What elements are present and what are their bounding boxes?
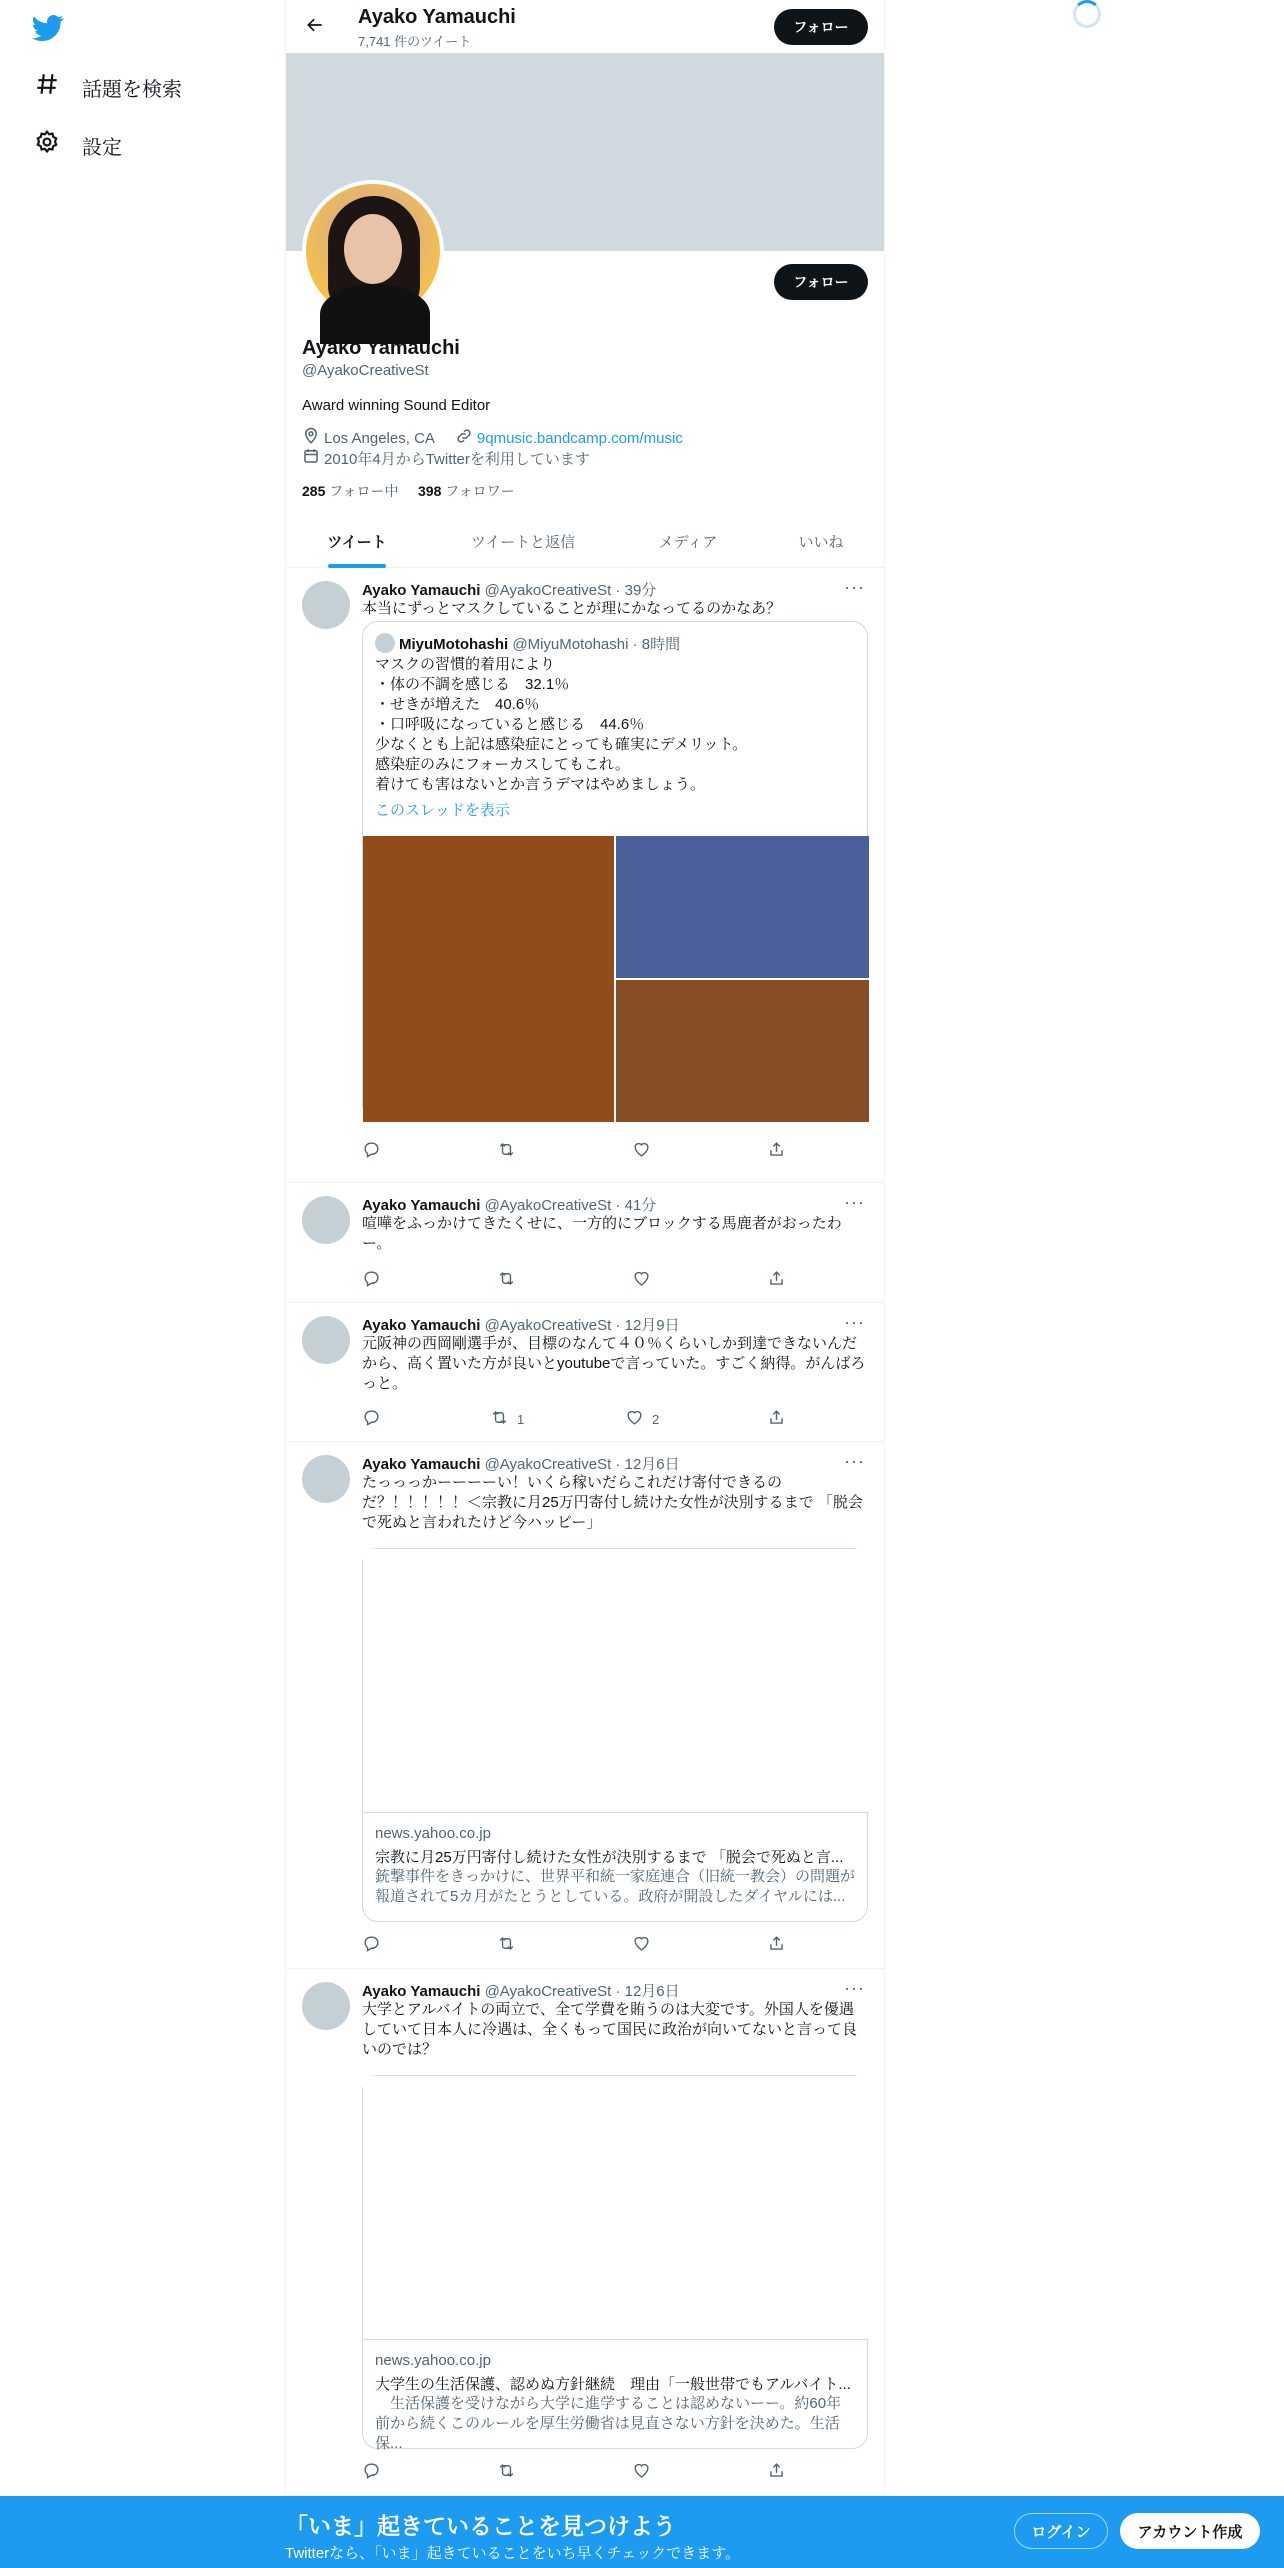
retweet-icon — [497, 2461, 516, 2483]
share-button[interactable] — [767, 1268, 786, 1292]
share-button[interactable] — [767, 2460, 786, 2484]
heart-icon — [632, 2461, 651, 2483]
share-icon — [767, 2461, 786, 2483]
share-button[interactable] — [767, 1407, 786, 1431]
retweet-count: 1 — [517, 1411, 525, 1427]
share-button[interactable] — [767, 1933, 786, 1957]
tab-likes[interactable]: いいね — [798, 534, 844, 551]
quote-image[interactable] — [616, 836, 869, 978]
nav-item-label: 設定 — [82, 136, 122, 159]
left-navigation — [0, 0, 286, 2568]
twitter-bird-icon[interactable] — [32, 12, 64, 44]
more-options-icon[interactable]: ··· — [844, 1312, 865, 1332]
tweet-text: 本当にずっとマスクしていることが理にかなってるのかなあ？ — [362, 600, 782, 617]
nav-item-label: 話題を検索 — [82, 78, 182, 101]
quote-header: MiyuMotohashi @MiyuMotohashi · 8時間 — [399, 636, 681, 653]
retweet-button[interactable] — [497, 1139, 524, 1163]
tweet-avatar[interactable] — [302, 1196, 350, 1244]
tab-media[interactable]: メディア — [658, 534, 718, 551]
nav-item-settings[interactable] — [34, 127, 122, 163]
tweet-actions — [362, 2460, 792, 2484]
tweet-header: Ayako Yamauchi @AyakoCreativeSt · 12月6日 — [362, 1456, 680, 1473]
profile-avatar[interactable] — [302, 180, 444, 322]
quote-tweet[interactable] — [362, 621, 868, 1121]
tweet-count: 7,741 件のツイート — [358, 34, 472, 49]
reply-button[interactable] — [362, 1407, 381, 1431]
loading-spinner-icon — [1073, 0, 1101, 28]
calendar-icon — [302, 447, 320, 469]
tweet[interactable] — [286, 1184, 884, 1303]
tweet-author-handle: @AyakoCreativeSt — [484, 1983, 612, 2000]
share-icon — [767, 1140, 786, 1162]
tweet-header: Ayako Yamauchi @AyakoCreativeSt · 41分 — [362, 1197, 657, 1214]
reply-button[interactable] — [362, 2460, 381, 2484]
profile-handle: @AyakoCreativeSt — [302, 362, 429, 379]
tweet-author-name[interactable]: Ayako Yamauchi — [362, 1317, 481, 1334]
tweet-text: 喧嘩をふっかけてきたくせに、一方的にブロックする馬鹿者がおったわー。 — [362, 1215, 842, 1252]
link-icon — [455, 427, 473, 449]
header-title: Ayako Yamauchi — [358, 6, 516, 28]
retweet-icon — [497, 1934, 516, 1956]
tweet-author-name[interactable]: Ayako Yamauchi — [362, 1197, 481, 1214]
tweet-avatar[interactable] — [302, 1455, 350, 1503]
reply-icon — [362, 1140, 381, 1162]
link-card-description: 銃撃事件をきっかけに、世界平和統一家庭連合（旧統一教会）の問題が報道されて5カ月がたとうとしている。政府が開設したダイヤルには... — [375, 1868, 856, 1905]
location-text: Los Angeles, CA — [324, 429, 435, 447]
tweet-text: 元阪神の西岡剛選手が、目標のなんて４０％くらいしか到達できないんだから、高く置いた方が良いとyoutubeで言っていた。すごく納得。がんばろっと。 — [362, 1335, 866, 1392]
retweet-button[interactable] — [497, 1268, 524, 1292]
profile-meta-location — [302, 427, 683, 449]
tweet-time[interactable]: 39分 — [624, 582, 657, 599]
more-options-icon[interactable]: ··· — [844, 1192, 865, 1212]
arrow-left-icon — [305, 15, 325, 40]
share-button[interactable] — [767, 1139, 786, 1163]
tweet-avatar[interactable] — [302, 581, 350, 629]
location-pin-icon — [302, 427, 320, 449]
link-card[interactable] — [362, 1548, 868, 1922]
signup-prompt-bar — [0, 2496, 1284, 2568]
profile-bio: Award winning Sound Editor — [302, 397, 491, 414]
like-button[interactable] — [632, 2460, 659, 2484]
tweet-header: Ayako Yamauchi @AyakoCreativeSt · 12月9日 — [362, 1317, 680, 1334]
share-icon — [767, 1408, 786, 1430]
link-card-domain: news.yahoo.co.jp — [375, 2352, 491, 2369]
create-account-button[interactable]: アカウント作成 — [1120, 2513, 1260, 2549]
tweet-actions — [362, 1268, 792, 1292]
tweet-author-handle: @AyakoCreativeSt — [484, 1317, 612, 1334]
more-options-icon[interactable]: ··· — [844, 577, 865, 597]
reply-button[interactable] — [362, 1933, 381, 1957]
retweet-icon — [497, 1140, 516, 1162]
like-button[interactable] — [632, 1933, 659, 1957]
profile-tabs — [286, 515, 884, 568]
tweet-text: 大学とアルバイトの両立で、全て学費を賄うのは大変です。外国人を優遇していて日本人に冷遇は、全くもって国民に政治が向いてないと言って良いのでは？ — [362, 2001, 858, 2058]
more-options-icon[interactable]: ··· — [844, 1451, 865, 1471]
profile-header-bar — [286, 0, 884, 53]
tweet-text: たっっっかーーーーい！いくら稼いだらこれだけ寄付できるのだ？！！！！！＜宗教に月25万円寄付し続けた女性が決別するまで 「脱会で死ぬと言われたけど今ハッピー」 — [362, 1474, 863, 1531]
heart-icon — [632, 1269, 651, 1291]
link-card-title: 宗教に月25万円寄付し続けた女性が決別するまで 「脱会で死ぬと言... — [375, 1849, 844, 1866]
retweet-button[interactable] — [497, 1933, 524, 1957]
reply-icon — [362, 1408, 381, 1430]
reply-button[interactable] — [362, 1268, 381, 1292]
profile-follow-button[interactable]: フォロー — [774, 264, 868, 300]
avatar-face — [344, 214, 402, 284]
tweet-actions — [362, 1139, 792, 1163]
like-button[interactable] — [632, 1268, 659, 1292]
retweet-button[interactable] — [490, 1407, 524, 1431]
tweet-author-name[interactable]: Ayako Yamauchi — [362, 1456, 481, 1473]
link-card-description: 生活保護を受けながら大学に進学することは認めないーー。約60年前から続くこのルールを厚生労働省は見直さない方針を決めた。生活保... — [375, 2395, 842, 2452]
tweet-time[interactable]: 12月6日 — [624, 1456, 680, 1473]
tweet-time[interactable]: 12月6日 — [624, 1983, 680, 2000]
tab-tweets[interactable]: ツイート — [327, 534, 387, 551]
tweet-avatar[interactable] — [302, 1982, 350, 2030]
signup-prompt-title: 「いま」起きていることを見つけよう — [285, 2513, 676, 2539]
link-card[interactable] — [362, 2075, 868, 2452]
tweet[interactable] — [286, 569, 884, 1183]
heart-icon — [632, 1140, 651, 1162]
tweet-time[interactable]: 41分 — [624, 1197, 657, 1214]
link-card-title: 大学生の生活保護、認めぬ方針継続 理由「一般世帯でもアルバイト... — [375, 2376, 851, 2393]
quote-text: マスクの習慣的着用により ・体の不調を感じる 32.1％ ・せきが増えた 40.6％ ・口呼吸になっていると感じる 44.6％ 少なくとも上記は感染症にとっても確実にデメリット。 感染症のみにフォーカスしてもこれ。 着けても害はないとか言うデマはやめましょう。 — [375, 656, 748, 793]
like-button[interactable] — [625, 1407, 659, 1431]
website-link[interactable]: 9qmusic.bandcamp.com/music — [476, 429, 683, 447]
more-options-icon[interactable]: ··· — [844, 1978, 865, 1998]
quote-time: 8時間 — [641, 636, 681, 653]
tweet-author-name[interactable]: Ayako Yamauchi — [362, 1983, 481, 2000]
tweet[interactable] — [286, 1443, 884, 1969]
tweet-author-handle: @AyakoCreativeSt — [484, 582, 612, 599]
link-card-domain: news.yahoo.co.jp — [375, 1825, 491, 1842]
tweet[interactable] — [286, 1304, 884, 1442]
reply-button[interactable] — [362, 1139, 381, 1163]
signup-prompt-subtitle: Twitterなら、「いま」起きていることをいち早くチェックできます。 — [285, 2545, 741, 2562]
share-icon — [767, 1934, 786, 1956]
tab-tweets-and-replies[interactable]: ツイートと返信 — [470, 534, 576, 551]
tweet-header: Ayako Yamauchi @AyakoCreativeSt · 39分 — [362, 582, 657, 599]
tweet-time[interactable]: 12月9日 — [624, 1317, 680, 1334]
header-follow-button[interactable]: フォロー — [774, 9, 868, 45]
reply-icon — [362, 1269, 381, 1291]
tweet-actions — [362, 1933, 792, 1957]
active-tab-indicator — [328, 564, 386, 568]
reply-icon — [362, 1934, 381, 1956]
retweet-button[interactable] — [497, 2460, 524, 2484]
quote-image[interactable] — [363, 836, 614, 1122]
following-link[interactable]: 285 フォロー中 — [302, 483, 399, 499]
gear-icon — [34, 129, 60, 161]
followers-link[interactable]: 398 フォロワー — [418, 483, 515, 499]
retweet-icon — [497, 1269, 516, 1291]
main-column — [285, 0, 885, 2568]
quote-author-handle: @MiyuMotohashi — [512, 636, 629, 653]
tweet-avatar[interactable] — [302, 1316, 350, 1364]
tweet-author-handle: @AyakoCreativeSt — [484, 1197, 612, 1214]
quote-avatar — [375, 633, 395, 653]
quote-author-name: MiyuMotohashi — [399, 636, 509, 653]
like-count: 2 — [652, 1411, 660, 1427]
retweet-icon — [490, 1408, 509, 1430]
tweet-author-handle: @AyakoCreativeSt — [484, 1456, 612, 1473]
tweet-actions — [362, 1407, 792, 1431]
back-button[interactable] — [300, 12, 330, 42]
heart-icon — [632, 1934, 651, 1956]
tweet-author-name[interactable]: Ayako Yamauchi — [362, 582, 481, 599]
profile-meta-joined — [302, 447, 590, 469]
like-button[interactable] — [632, 1139, 659, 1163]
joined-text: 2010年4月からTwitterを利用しています — [324, 450, 590, 468]
reply-icon — [362, 2461, 381, 2483]
nav-item-explore[interactable] — [34, 69, 182, 105]
heart-icon — [625, 1408, 644, 1430]
login-button[interactable]: ログイン — [1014, 2513, 1108, 2549]
link-card-image — [363, 2076, 869, 2340]
tweet-header: Ayako Yamauchi @AyakoCreativeSt · 12月6日 — [362, 1983, 680, 2000]
show-thread-link[interactable]: このスレッドを表示 — [375, 802, 510, 819]
quote-image[interactable] — [616, 980, 869, 1122]
hashtag-icon — [34, 71, 60, 103]
share-icon — [767, 1269, 786, 1291]
tweet[interactable] — [286, 1970, 884, 2496]
avatar-body — [320, 284, 430, 344]
link-card-image — [363, 1549, 869, 1813]
profile-name: Ayako Yamauchi — [302, 337, 460, 359]
follow-stats — [302, 481, 515, 501]
